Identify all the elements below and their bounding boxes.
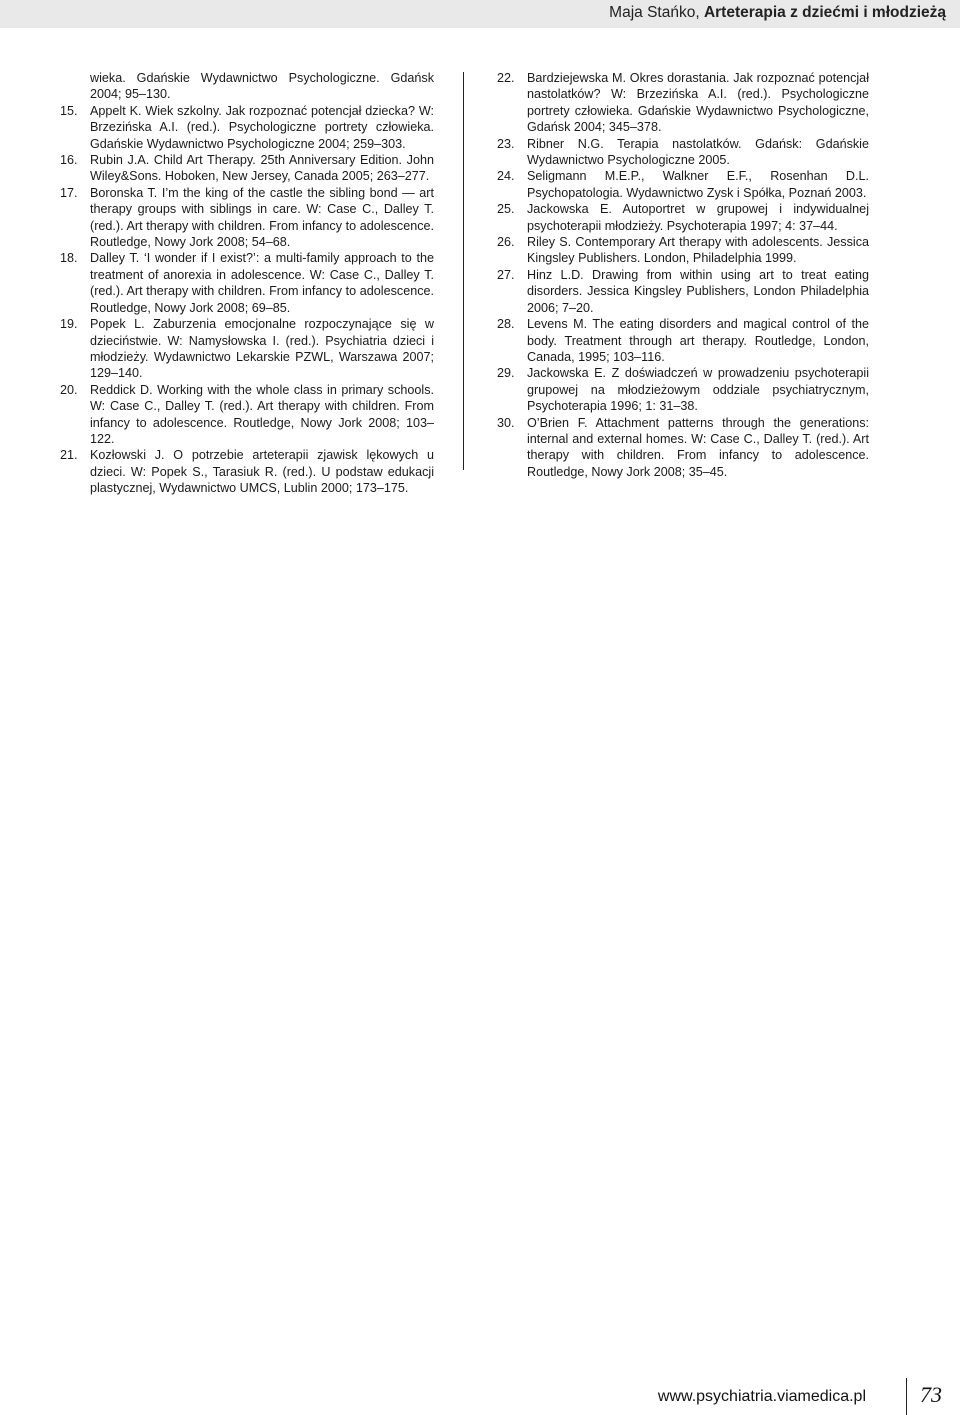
page-number: 73 <box>920 1382 942 1407</box>
reference-number: 27. <box>497 267 515 282</box>
reference-item <box>497 415 869 481</box>
reference-number: 28. <box>497 317 515 332</box>
reference-number: 19. <box>60 317 78 332</box>
reference-number: 18. <box>60 251 78 266</box>
reference-text: Hinz L.D. Drawing from within using art to treat eating disorders. Jessica Kingsley Publishers, London Philadelphia 2006; 7–20. <box>527 267 869 315</box>
reference-number: 22. <box>497 71 515 85</box>
reference-item <box>497 234 869 267</box>
reference-text: Ribner N.G. Terapia nastolatków. Gdańsk: Gdańskie Wydawnictwo Psychologiczne 2005. <box>527 136 869 168</box>
reference-number: 25. <box>497 202 515 217</box>
reference-item <box>60 382 434 448</box>
reference-text: Kozłowski J. O potrzebie arteterapii zjawisk lękowych u dzieci. W: Popek S., Tarasiuk R. (red.). U podstaw edukacji plastycznej, Wydawnictwo UMCS, Lublin 2000; 173–175. <box>90 448 434 496</box>
header-article-title: Arteterapia z dziećmi i młodzieżą <box>703 4 946 21</box>
reference-item <box>497 201 869 234</box>
reference-continuation <box>60 70 434 103</box>
reference-item <box>60 152 434 185</box>
reference-text: Rubin J.A. Child Art Therapy. 25th Anniversary Edition. John Wiley&Sons. Hoboken, New Jersey, Canada 2005; 263–277. <box>90 153 434 184</box>
running-header <box>0 0 960 28</box>
reference-number: 26. <box>497 235 515 250</box>
reference-item <box>497 70 869 136</box>
reference-text: Boronska T. I’m the king of the castle the sibling bond — art therapy groups with siblings in care. W: Case C., Dalley T. (red.). Art therapy with children. From infancy to adolescence. Routledge, Nowy Jork 2008; 54–68. <box>90 185 434 250</box>
reference-item <box>60 250 434 316</box>
journal-url[interactable]: www.psychiatria.viamedica.pl <box>657 1388 866 1405</box>
reference-text: Jackowska E. Autoportret w grupowej i indywidualnej psychoterapii młodzieży. Psychoterapia 1997; 4: 37–44. <box>527 202 869 233</box>
reference-text: Seligmann M.E.P., Walkner E.F., Rosenhan D.L. Psychopatologia. Wydawnictwo Zysk i Spółka, Poznań 2003. <box>527 169 869 200</box>
reference-number: 16. <box>60 153 78 168</box>
reference-text: O’Brien F. Attachment patterns through the generations: internal and external homes. W: Case C., Dalley T. (red.). Art therapy with children. From infancy to adolescence. Routledge, Nowy Jork 2008; 35–45. <box>527 415 869 479</box>
reference-text: wieka. Gdańskie Wydawnictwo Psychologiczne. Gdańsk 2004; 95–130. <box>90 71 434 102</box>
reference-item <box>497 267 869 316</box>
column-divider <box>463 72 464 470</box>
reference-text: Appelt K. Wiek szkolny. Jak rozpoznać potencjał dziecka? W: Brzezińska A.I. (red.). Psychologiczne portrety człowieka. Gdańskie Wydawnictwo Psychologiczne 2004; 259–303. <box>90 103 434 151</box>
reference-number: 29. <box>497 366 515 381</box>
reference-number: 24. <box>497 169 515 184</box>
reference-number: 30. <box>497 415 515 430</box>
reference-item <box>60 447 434 496</box>
reference-text: Jackowska E. Z doświadczeń w prowadzeniu psychoterapii grupowej na młodzieżowym oddziale psychiatrycznym, Psychoterapia 1996; 1: 31–38. <box>527 366 869 414</box>
reference-number: 15. <box>60 103 78 118</box>
reference-item <box>497 316 869 365</box>
reference-number: 23. <box>497 136 515 151</box>
reference-text: Reddick D. Working with the whole class in primary schools. W: Case C., Dalley T. (red.). Art therapy with children. From infancy to adolescence. Routledge, Nowy Jork 2008; 103–122. <box>90 382 434 446</box>
reference-text: Levens M. The eating disorders and magical control of the body. Treatment through art therapy. Routledge, London, Canada, 1995; 103–116. <box>527 317 869 364</box>
header-title <box>609 4 946 22</box>
reference-item <box>60 316 434 382</box>
reference-number: 17. <box>60 185 78 200</box>
reference-item <box>497 365 869 414</box>
reference-item <box>497 168 869 201</box>
reference-text: Bardziejewska M. Okres dorastania. Jak rozpoznać potencjał nastolatków? W: Brzezińska A.I. (red.). Psychologiczne portrety człowieka. Gdańskie Wydawnictwo Psychologiczne, Gdańsk 2004; 345–378. <box>527 71 869 135</box>
reference-number: 21. <box>60 448 78 463</box>
reference-item <box>497 136 869 169</box>
reference-text: Riley S. Contemporary Art therapy with adolescents. Jessica Kingsley Publishers. London, Philadelphia 1999. <box>527 235 869 266</box>
references-left-column <box>60 70 434 497</box>
reference-item <box>60 185 434 251</box>
reference-text: Popek L. Zaburzenia emocjonalne rozpoczynające się w dzieciństwie. W: Namysłowska I. (red.). Psychiatria dzieci i młodzieży. Wydawnictwo Lekarskie PZWL, Warszawa 2007; 129–140. <box>90 317 434 381</box>
references-right-column <box>497 70 869 480</box>
header-author: Maja Stańko, <box>609 4 704 21</box>
reference-item <box>60 103 434 152</box>
reference-number: 20. <box>60 382 78 397</box>
footer-divider <box>906 1378 907 1415</box>
reference-text: Dalley T. ‘I wonder if I exist?’: a multi-family approach to the treatment of anorexia in adolescence. W: Case C., Dalley T. (red.). Art therapy with children. From infancy to adolescence. Routledge, Nowy Jork 2008; 69–85. <box>90 251 434 315</box>
